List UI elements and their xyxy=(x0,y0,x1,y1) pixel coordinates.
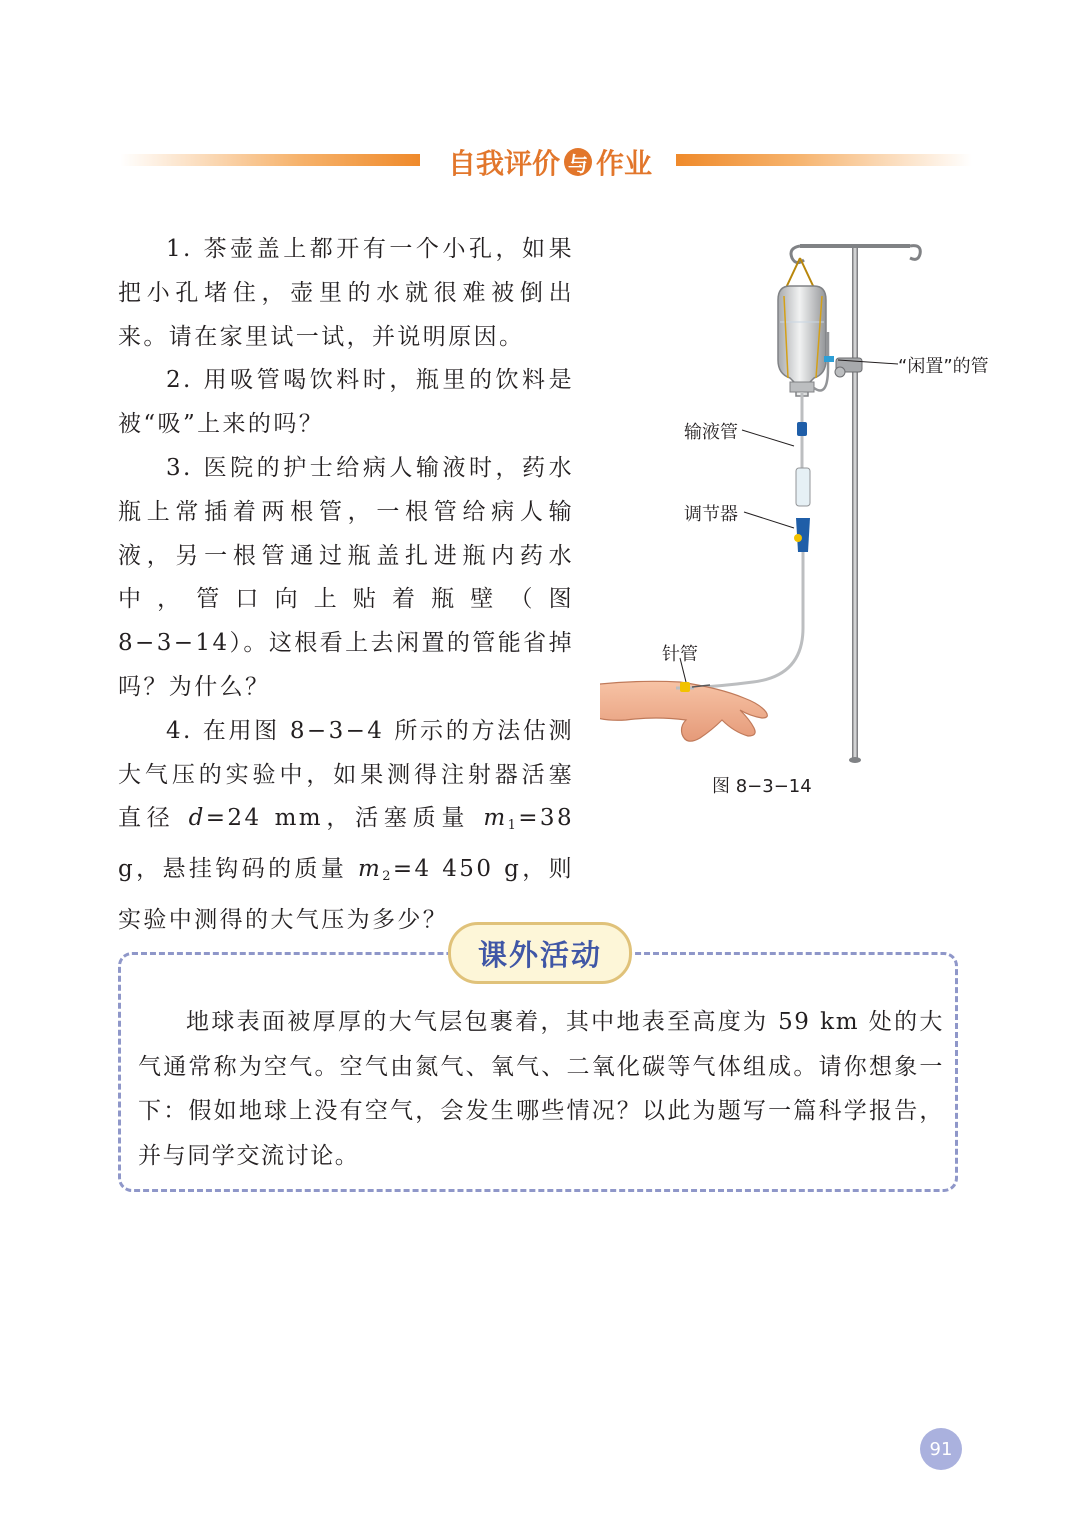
var-m1: m xyxy=(483,805,508,832)
q4-d-value: =24 mm，活塞质量 xyxy=(205,805,484,832)
section-title xyxy=(440,140,660,184)
right-hook xyxy=(910,246,920,260)
label-infusion-tube: 输液管 xyxy=(684,422,738,443)
label-regulator: 调节器 xyxy=(684,504,738,525)
infusion-tube-lower xyxy=(689,552,803,688)
header-decor-right xyxy=(676,154,972,166)
label-idle-tube: “闲置”的管 xyxy=(898,356,989,377)
header-decor-left xyxy=(120,154,420,166)
section-title-part2: 作业 xyxy=(596,147,653,180)
homework-questions xyxy=(118,228,574,943)
question-4 xyxy=(118,710,574,943)
iv-drip-illustration xyxy=(600,232,980,772)
q4-m1-value: =38 g，悬挂钩码的质量 xyxy=(118,805,574,883)
figure-caption: 图 8−3−14 xyxy=(712,776,812,797)
section-title-amp: 与 xyxy=(564,148,592,176)
q4-intro: 4. 在用图 8−3−4 所示的方法估测大气压的实验中，如果测得注射器活塞直径 xyxy=(118,717,574,832)
var-m2: m xyxy=(357,856,383,883)
page-number: 91 xyxy=(920,1428,962,1470)
drip-chamber xyxy=(796,468,810,506)
var-d: d xyxy=(188,805,206,832)
sub-1: 1 xyxy=(507,818,519,834)
question-1: 1. 茶壶盖上都开有一个小孔，如果把小孔堵住，壶里的水就很难被倒出来。请在家里试一试，并说明原因。 xyxy=(118,236,574,350)
iv-pole xyxy=(852,246,858,760)
question-3: 3. 医院的护士给病人输液时，药水瓶上常插着两根管，一根管给病人输液，另一根管通过瓶盖扎进瓶内药水中，管口向上贴着瓶壁（图 8−3−14）。这根看上去闲置的管能省掉吗？为什么？ xyxy=(118,454,574,700)
section-title-part1: 自我评价 xyxy=(447,147,560,180)
activity-title: 课外活动 xyxy=(448,922,632,984)
tube-connector xyxy=(797,422,807,436)
leader-infusion-tube xyxy=(742,430,794,446)
activity-text: 地球表面被厚厚的大气层包裹着，其中地表至高度为 59 km 处的大气通常称为空气。空气由氮气、氧气、二氧化碳等气体组成。请你想象一下：假如地球上没有空气，会发生哪些情况？以此为题写一篇科学报告，并与同学交流讨论。 xyxy=(138,1009,944,1169)
needle-hub xyxy=(680,682,690,692)
q4-m2-value: =4 450 g，则实验中测得的大气压为多少？ xyxy=(118,856,574,933)
iv-drip-figure xyxy=(600,232,989,772)
label-needle: 针管 xyxy=(662,644,698,665)
leader-regulator xyxy=(744,512,794,528)
question-2: 2. 用吸管喝饮料时，瓶里的饮料是被“吸”上来的吗？ xyxy=(118,367,574,438)
sub-2: 2 xyxy=(382,869,393,885)
